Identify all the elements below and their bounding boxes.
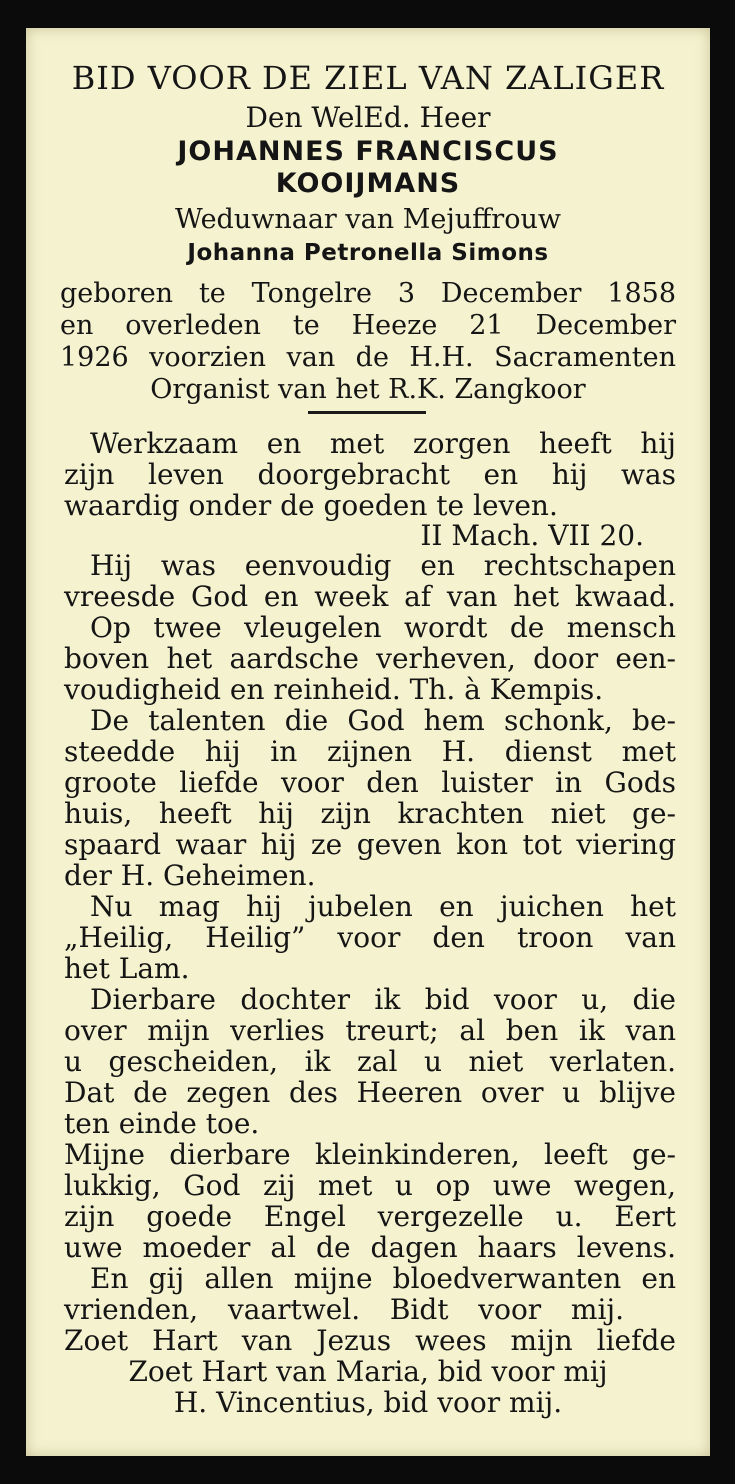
text-line: vrienden, vaartwel. Bidt voor mij.: [64, 1293, 624, 1326]
text-line: II Mach. VII 20.: [420, 519, 644, 552]
text-line: over mijn verlies treurt; al ben ik van: [64, 1014, 676, 1047]
text-line: ten einde toe.: [64, 1107, 260, 1140]
wife-name: Johanna Petronella Simons: [187, 240, 549, 266]
text-line: uwe moeder al de dagen haars levens.: [64, 1231, 676, 1264]
text-line: Zoet Hart van Maria, bid voor mij: [128, 1355, 608, 1388]
text-line: Dat de zegen des Heeren over u blijve: [64, 1076, 676, 1109]
text-line: waardig onder de goeden te leven.: [64, 489, 558, 522]
text-line: steedde hij in zijnen H. dienst met: [64, 735, 676, 768]
text-line: zijn goede Engel vergezelle u. Eert: [64, 1200, 676, 1233]
text-line: boven het aardsche verheven, door een-: [64, 642, 676, 675]
text-line: u gescheiden, ik zal u niet verlaten.: [64, 1045, 676, 1078]
life-line: 1926 voorzien van de H.H. Sacramenten: [60, 342, 676, 373]
deceased-name-line-1: JOHANNES FRANCISCUS: [177, 136, 559, 167]
text-line: Dierbare dochter ik bid voor u, die: [90, 983, 676, 1016]
text-line: zijn leven doorgebracht en hij was: [64, 458, 676, 491]
text-line: groote liefde voor den luister in Gods: [64, 766, 676, 799]
honorific: Den WelEd. Heer: [245, 101, 491, 134]
text-line: Op twee vleugelen wordt de mensch: [90, 611, 676, 644]
text-line: voudigheid en reinheid. Th. à Kempis.: [64, 673, 604, 706]
widower-of: Weduwnaar van Mejuffrouw: [175, 204, 561, 235]
memorial-card: [26, 28, 710, 1456]
text-line: het Lam.: [64, 952, 190, 985]
text-line: huis, heeft hij zijn krachten niet ge-: [64, 797, 676, 830]
text-line: Hij was eenvoudig en rechtschapen: [90, 549, 676, 582]
text-line: vreesde God en week af van het kwaad.: [64, 580, 676, 613]
text-line: H. Vincentius, bid voor mij.: [173, 1386, 563, 1419]
text-line: lukkig, God zij met u op uwe wegen,: [64, 1169, 676, 1202]
text-line: En gij allen mijne bloedverwanten en: [90, 1262, 676, 1295]
text-line: Nu mag hij jubelen en juichen het: [90, 890, 676, 923]
life-line: Organist van het R.K. Zangkoor: [150, 374, 586, 405]
life-line: geboren te Tongelre 3 December 1858: [60, 278, 676, 309]
text-line: De talenten die God hem schonk, be-: [90, 704, 676, 737]
text-line: Mijne dierbare kleinkinderen, leeft ge-: [64, 1138, 676, 1171]
divider: [308, 411, 426, 414]
text-line: Werkzaam en met zorgen heeft hij: [90, 427, 676, 460]
deceased-name-line-2: KOOIJMANS: [275, 168, 461, 199]
life-line: en overleden te Heeze 21 December: [60, 310, 676, 341]
card-title: BID VOOR DE ZIEL VAN ZALIGER: [71, 59, 665, 97]
text-line: spaard waar hij ze geven kon tot viering: [64, 828, 676, 861]
text-line: Zoet Hart van Jezus wees mijn liefde: [64, 1324, 676, 1357]
text-line: der H. Geheimen.: [64, 859, 316, 892]
text-line: „Heilig, Heilig” voor den troon van: [64, 921, 676, 954]
